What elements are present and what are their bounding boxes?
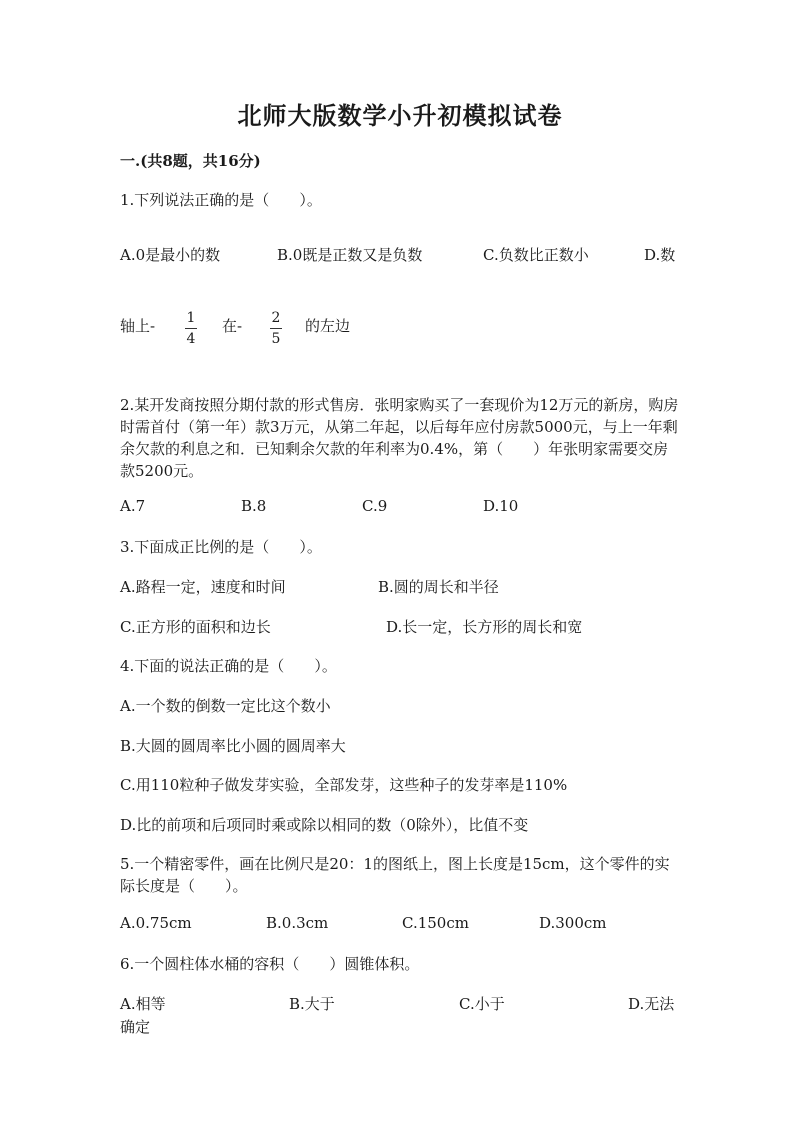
question-6-option-d: D.无法 — [628, 995, 675, 1013]
question-3-option-c: C.正方形的面积和边长 — [120, 618, 271, 636]
question-1-stem: 1.下列说法正确的是（ ）。 — [120, 191, 322, 209]
fraction-two-fifths — [270, 310, 282, 347]
question-5-option-b: B.0.3cm — [266, 914, 329, 932]
question-2-option-a: A.7 — [120, 497, 146, 515]
question-1-option-c: C.负数比正数小 — [483, 246, 589, 264]
fraction-numerator: 2 — [271, 310, 281, 326]
question-4-option-b: B.大圆的圆周率比小圆的圆周率大 — [120, 737, 346, 755]
question-6-option-a: A.相等 — [120, 995, 166, 1013]
question-4-option-c: C.用110粒种子做发芽实验，全部发芽，这些种子的发芽率是110% — [120, 776, 568, 794]
question-3-option-d: D.长一定，长方形的周长和宽 — [386, 618, 583, 636]
question-6-option-b: B.大于 — [289, 995, 335, 1013]
question-5-option-d: D.300cm — [539, 914, 607, 932]
fraction-denominator: 4 — [186, 331, 196, 347]
question-1-option-d-text-a: 轴上- — [120, 317, 156, 335]
question-4-stem: 4.下面的说法正确的是（ ）。 — [120, 657, 337, 675]
fraction-numerator: 1 — [186, 310, 196, 326]
question-2-option-b: B.8 — [241, 497, 267, 515]
question-6-option-d-continued: 确定 — [120, 1018, 151, 1036]
fraction-one-quarter — [185, 310, 197, 347]
question-2-option-d: D.10 — [483, 497, 519, 515]
question-4-option-d: D.比的前项和后项同时乘或除以相同的数（0除外），比值不变 — [120, 816, 529, 834]
question-3-stem: 3.下面成正比例的是（ ）。 — [120, 538, 322, 556]
question-1-option-a: A.0是最小的数 — [120, 246, 221, 264]
question-5-option-a: A.0.75cm — [120, 914, 192, 932]
question-1-option-d: D.数 — [644, 246, 676, 264]
section-heading: 一.(共8题，共16分) — [120, 152, 261, 170]
page-title: 北师大版数学小升初模拟试卷 — [237, 101, 563, 130]
question-6-stem: 6.一个圆柱体水桶的容积（ ）圆锥体积。 — [120, 955, 420, 973]
question-1-option-b: B.0既是正数又是负数 — [277, 246, 423, 264]
question-5-stem: 5.一个精密零件，画在比例尺是20：1的图纸上，图上长度是15cm，这个零件的实际长度是（ ）。 — [120, 855, 670, 895]
question-5-option-c: C.150cm — [402, 914, 469, 932]
fraction-bar — [270, 328, 282, 329]
question-4-option-a: A.一个数的倒数一定比这个数小 — [120, 697, 331, 715]
question-2-option-c: C.9 — [362, 497, 388, 515]
question-3-option-a: A.路程一定，速度和时间 — [120, 578, 286, 596]
fraction-denominator: 5 — [271, 331, 281, 347]
fraction-bar — [185, 328, 197, 329]
question-1-option-d-text-b: 在- — [222, 317, 243, 335]
question-6-option-c: C.小于 — [459, 995, 505, 1013]
question-3-option-b: B.圆的周长和半径 — [378, 578, 499, 596]
question-1-option-d-text-c: 的左边 — [305, 317, 351, 335]
question-2-stem: 2.某开发商按照分期付款的形式售房．张明家购买了一套现价为12万元的新房，购房时需首付（第一年）款3万元，从第二年起，以后每年应付房款5000元，与上一年剩余欠款的利息之和．已知剩余欠款的年利率为0.4%，第（ ）年张明家需要交房款5200元。 — [120, 396, 679, 480]
